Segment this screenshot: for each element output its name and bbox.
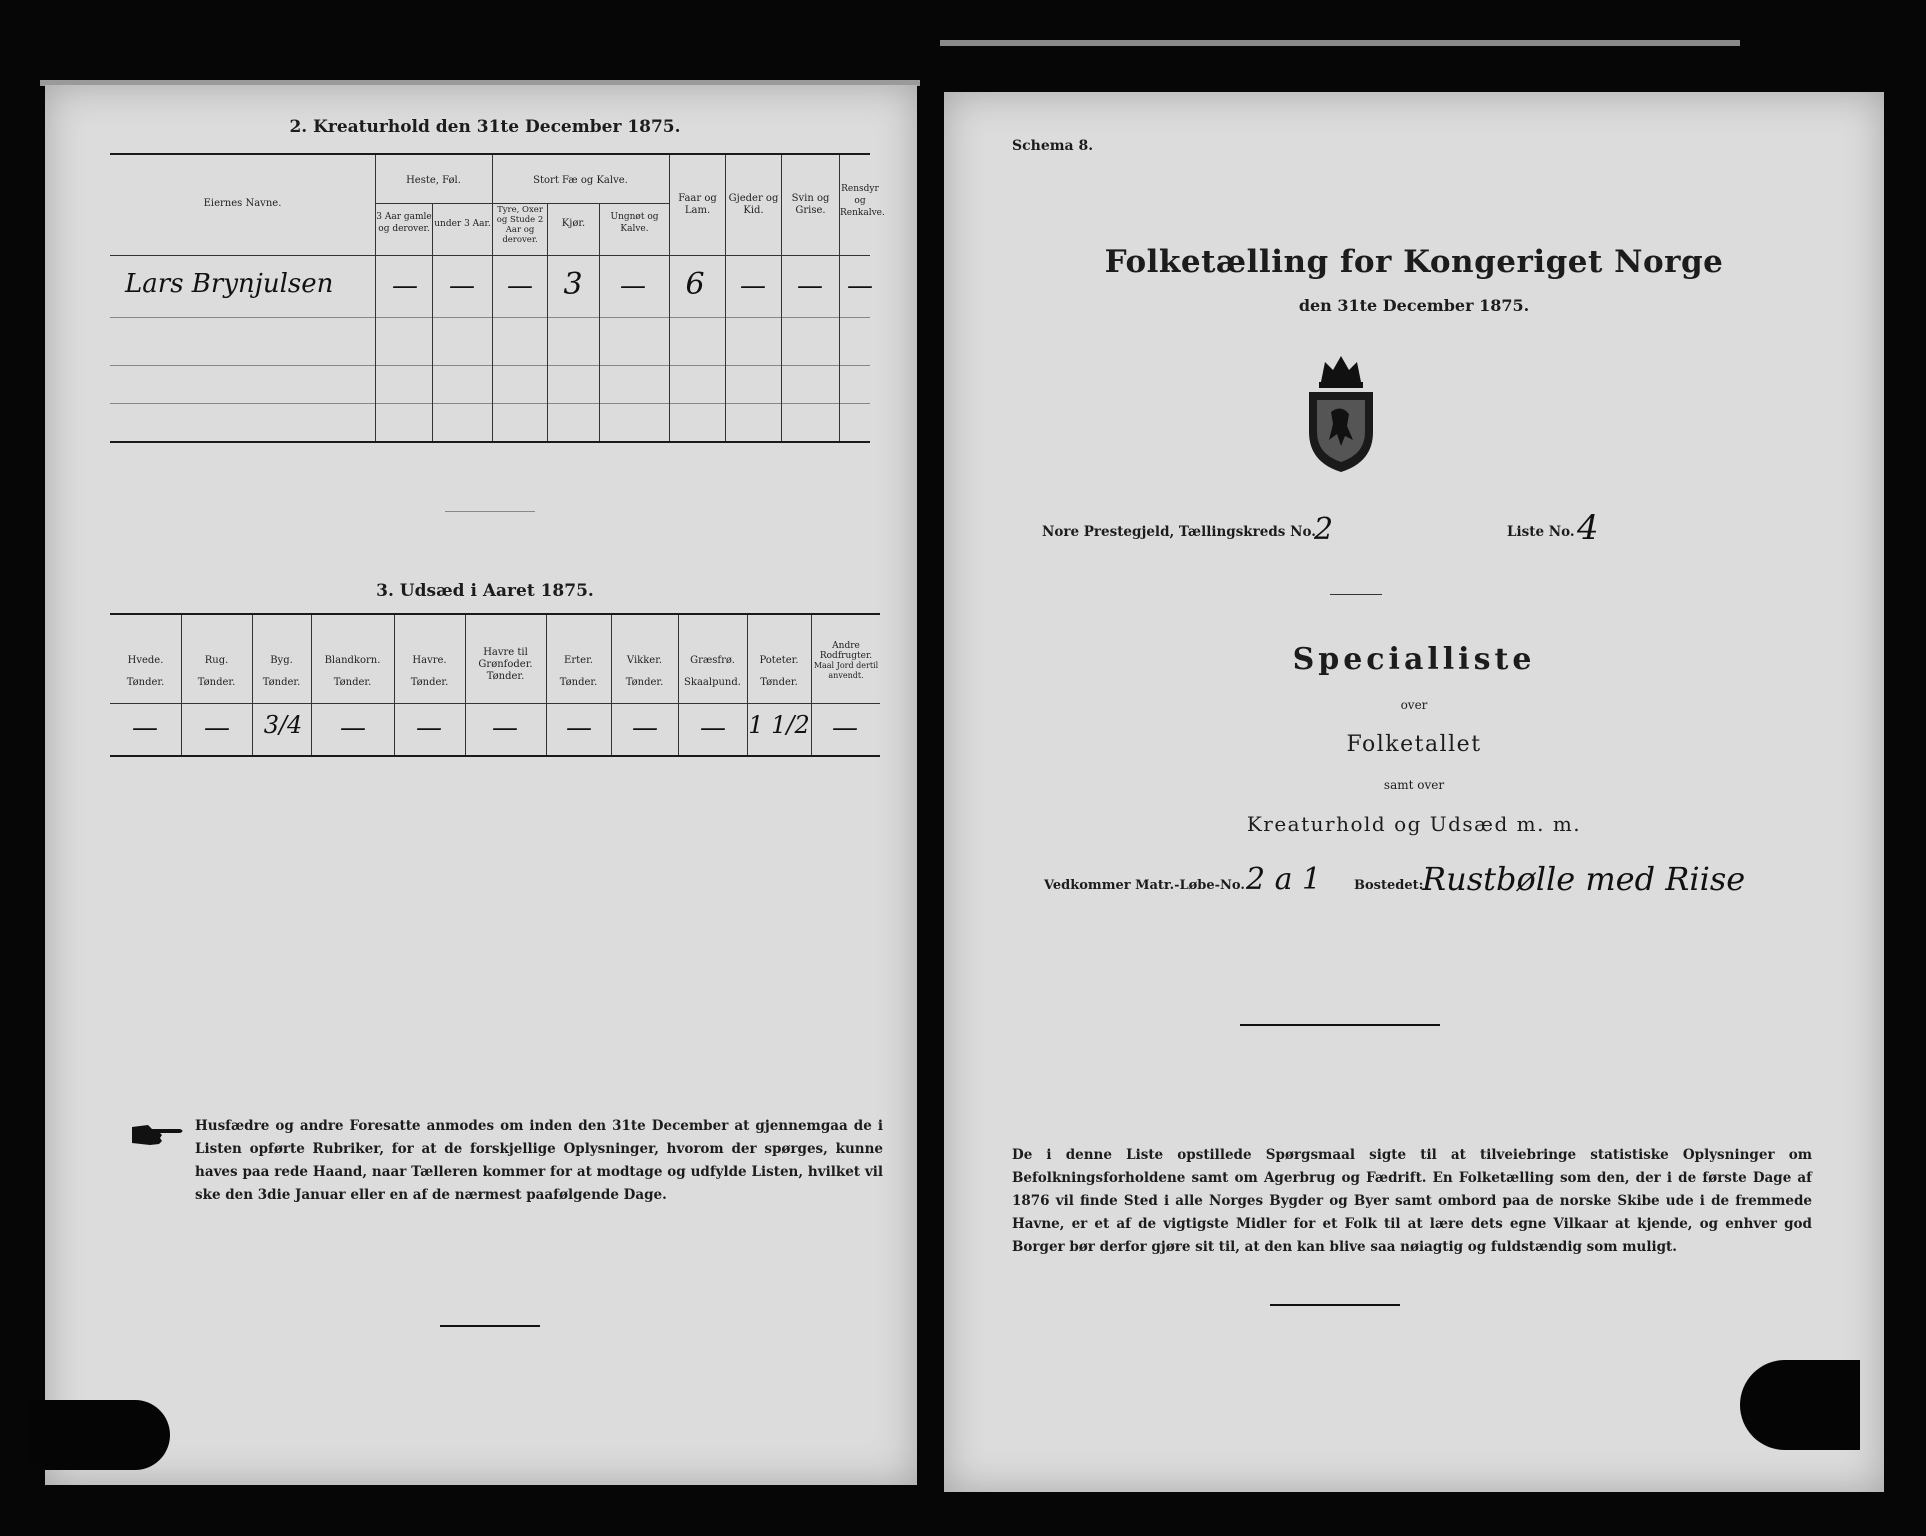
coat-of-arms-icon	[1301, 354, 1381, 474]
s2-header-heste-a: 3 Aar gamle og derover.	[376, 212, 432, 234]
s2-cell-tyre: —	[507, 271, 533, 301]
s3-header-name: Græsfrø.	[690, 655, 735, 666]
s2-row-rule	[110, 317, 870, 318]
s2-group-rule	[375, 203, 669, 204]
s3-cell-havre: —	[416, 713, 442, 743]
s3-header-unit: Tønder.	[559, 677, 598, 688]
s3-cell-poteter: 1 1/2	[748, 711, 810, 739]
liste-number: 4	[1577, 508, 1599, 548]
kreaturhold-text: Kreaturhold og Udsæd m. m.	[1246, 812, 1582, 836]
s2-cell-heste-a: —	[392, 271, 418, 301]
s2-header-svin: Svin og Grise.	[791, 193, 830, 216]
kreds-number: 2	[1314, 512, 1334, 547]
s3-header-name: Poteter.	[759, 655, 799, 666]
separator-dash	[445, 511, 535, 512]
s2-cell-rensdyr: —	[847, 271, 873, 301]
s3-header-name: Andre Rodfrugter.	[819, 641, 873, 661]
s3-col-divider	[465, 615, 466, 755]
s3-header-erter	[546, 655, 611, 689]
samt-over-text: samt over	[1383, 778, 1445, 792]
s3-header-name: Havre til Grønfoder.	[478, 647, 533, 670]
s3-cell-havre-gronfoder: —	[492, 713, 518, 743]
s2-header-owner: Eiernes Navne.	[203, 198, 282, 209]
s2-cell-kjor: 3	[563, 267, 583, 302]
s3-header-unit: Tønder.	[486, 671, 525, 682]
s3-cell-hvede: —	[132, 713, 158, 743]
s3-col-divider	[811, 615, 812, 755]
s3-cell-andre: —	[832, 713, 858, 743]
s3-header-havre-gronfoder	[465, 647, 546, 683]
s3-header-vikker	[611, 655, 678, 689]
s2-cell-heste-b: —	[449, 271, 475, 301]
s2-col-divider	[599, 203, 600, 441]
s2-header-faar: Faar og Lam.	[678, 193, 717, 216]
s2-header-ungnot: Ungnøt og Kalve.	[610, 212, 659, 234]
s3-header-rule	[110, 703, 880, 704]
notice-end-rule	[440, 1325, 540, 1327]
census-title: Folketælling for Kongeriget Norge	[1104, 244, 1724, 280]
s3-cell-byg: 3/4	[263, 711, 303, 739]
s2-row-rule	[110, 403, 870, 404]
s3-header-name: Hvede.	[127, 655, 164, 666]
s3-header-havre	[394, 655, 465, 689]
s2-header-rensdyr: Rensdyr og Renkalve.	[840, 184, 885, 218]
separator-rule	[1240, 1024, 1440, 1026]
left-page	[45, 85, 917, 1485]
s2-col-divider	[547, 203, 548, 441]
s2-top-rule	[110, 153, 870, 155]
info-paragraph: De i denne Liste opstillede Spørgsmaal sigte til at tilveiebringe statistiske Oplysninger om Befolkningsforholdene samt om Agerbrug og Fædrift. En Folketælling som den, der i de første Dage af 1876 vil finde Sted i alle Norges Bygder og Byer samt ombord paa de norske Skibe ude i de fremmede Havne, er et af de vigtigste Midler for et Folk til at lære dets egne Vilkaar at kjende, og enhver god Borger bør derfor gjøre sit til, at den kan blive saa nøiagtig og fuldstændig som muligt.	[1012, 1147, 1812, 1255]
s3-top-rule	[110, 613, 880, 615]
s3-header-unit: Tønder.	[333, 677, 372, 688]
s3-header-unit: Maal Jord dertil anvendt.	[813, 661, 879, 680]
s3-header-name: Blandkorn.	[324, 655, 381, 666]
s2-header-gjeder: Gjeder og Kid.	[728, 193, 779, 216]
s3-cell-graesfro: —	[700, 713, 726, 743]
matr-label: Vedkommer Matr.-Løbe-No.	[1044, 878, 1245, 893]
bosted-label: Bostedet:	[1354, 878, 1424, 893]
s2-cell-faar: 6	[685, 267, 705, 302]
matr-number: 2 a 1	[1246, 862, 1322, 897]
over-text: over	[1400, 698, 1428, 712]
s3-cell-rug: —	[204, 713, 230, 743]
s3-header-rug	[181, 655, 252, 689]
s2-header-rule	[110, 255, 870, 256]
s3-bottom-rule	[110, 755, 880, 757]
s2-header-heste-b: under 3 Aar.	[434, 219, 491, 229]
s3-header-byg	[252, 655, 311, 689]
folketallet-text: Folketallet	[1346, 732, 1482, 757]
s2-bottom-rule	[110, 441, 870, 443]
s3-header-unit: Tønder.	[197, 677, 236, 688]
s2-row-rule	[110, 365, 870, 366]
s3-header-poteter	[747, 655, 811, 689]
s2-cell-svin: —	[797, 271, 823, 301]
s3-header-unit: Tønder.	[126, 677, 165, 688]
corner-tab	[30, 1400, 170, 1470]
s3-header-name: Havre.	[412, 655, 447, 666]
census-date: den 31te December 1875.	[1298, 296, 1530, 315]
notice-text: Husfædre og andre Foresatte anmodes om inden den 31te December at gjennemgaa de i Listen opførte Rubriker, for at de forskjellige Oplysninger, hvorom der spørges, kunne haves paa rede Haand, naar Tælleren kommer for at modtage og udfylde Listen, hvilket vil ske den 3die Januar eller en af de nærmest paafølgende Dage.	[195, 1118, 883, 1203]
s2-header-stortfae: Stort Fæ og Kalve.	[533, 175, 628, 186]
s3-cell-blandkorn: —	[340, 713, 366, 743]
pointing-hand-icon	[130, 1121, 186, 1149]
s3-header-unit: Skaalpund.	[684, 677, 741, 688]
s2-header-heste: Heste, Føl.	[406, 175, 461, 186]
section3-title: 3. Udsæd i Aaret 1875.	[376, 581, 594, 601]
section2-title: 2. Kreaturhold den 31te December 1875.	[289, 117, 681, 137]
paragraph-end-rule	[1270, 1304, 1400, 1306]
s3-cell-vikker: —	[632, 713, 658, 743]
bosted-value: Rustbølle med Riise	[1422, 860, 1746, 898]
s3-header-andre	[812, 641, 880, 681]
s3-header-name: Rug.	[204, 655, 229, 666]
s3-header-hvede	[110, 655, 181, 689]
s3-cell-erter: —	[566, 713, 592, 743]
prestegjeld-label: Nore Prestegjeld, Tællingskreds No.	[1042, 524, 1316, 540]
s2-col-divider	[432, 203, 433, 441]
schema-label: Schema 8.	[1012, 138, 1094, 154]
s3-header-unit: Tønder.	[625, 677, 664, 688]
right-page-edge	[940, 40, 1740, 46]
corner-tab	[1740, 1360, 1860, 1450]
s2-col-divider	[375, 155, 376, 441]
s2-owner-name: Lars Brynjulsen	[125, 269, 334, 299]
s3-header-name: Vikker.	[626, 655, 663, 666]
s2-header-kjor: Kjør.	[561, 218, 586, 229]
separator-dash	[1330, 594, 1382, 595]
s3-header-name: Byg.	[270, 655, 293, 666]
right-page	[944, 92, 1884, 1492]
s2-header-tyre: Tyre, Oxer og Stude 2 Aar og derover.	[496, 205, 544, 245]
s3-header-blandkorn	[311, 655, 394, 689]
specialliste-heading: Specialliste	[1292, 642, 1536, 677]
s3-header-graesfro	[678, 655, 747, 689]
s3-header-unit: Tønder.	[760, 677, 798, 688]
s2-cell-gjeder: —	[740, 271, 766, 301]
s3-header-unit: Tønder.	[262, 677, 301, 688]
liste-label: Liste No.	[1507, 524, 1575, 540]
s2-col-divider	[492, 155, 493, 441]
s3-header-unit: Tønder.	[410, 677, 449, 688]
s3-header-name: Erter.	[564, 655, 593, 666]
s2-cell-ungnot: —	[620, 271, 646, 301]
